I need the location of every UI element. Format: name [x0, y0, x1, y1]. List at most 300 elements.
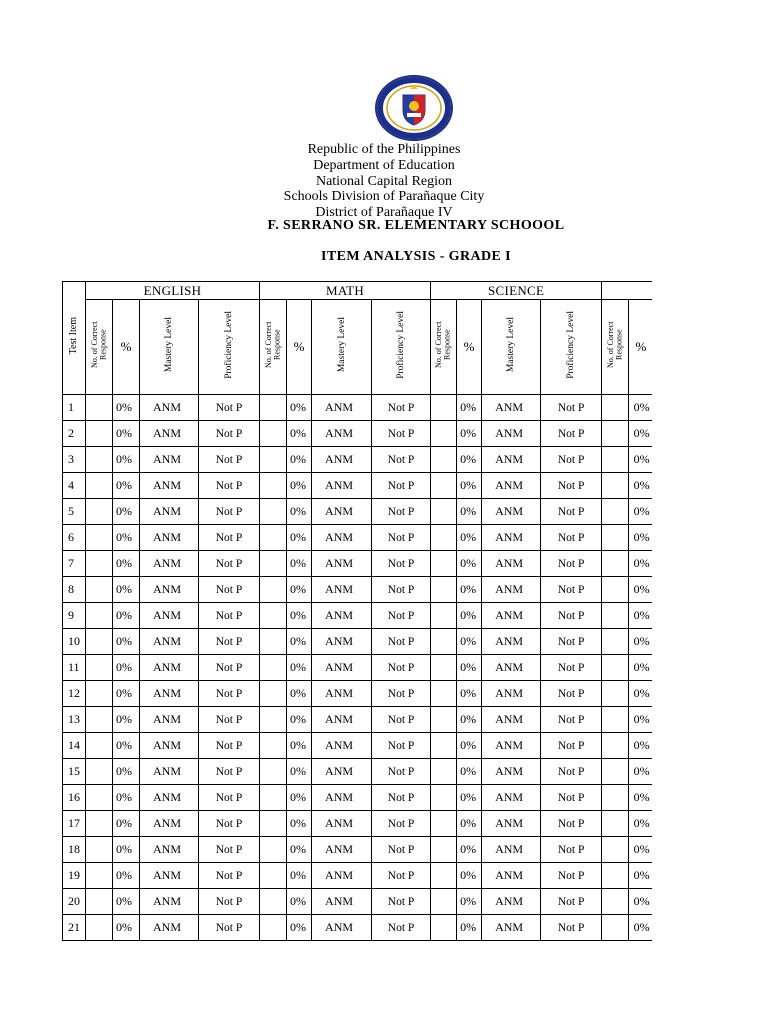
- math-correct-cell: [260, 915, 287, 941]
- extra-pct-cell: 0%: [629, 785, 652, 811]
- english-percent-header: [113, 300, 140, 395]
- test-item-number: 6: [63, 525, 86, 551]
- extra-pct-cell: 0%: [629, 395, 652, 421]
- math-mastery-header: [312, 300, 372, 395]
- science-pct-cell: 0%: [457, 655, 482, 681]
- math-correct-cell: [260, 395, 287, 421]
- math-mastery-cell: ANM: [312, 447, 372, 473]
- english-pct-cell: 0%: [113, 863, 140, 889]
- table-row: [63, 837, 653, 863]
- extra-pct-cell: 0%: [629, 681, 652, 707]
- math-correct-cell: [260, 889, 287, 915]
- science-prof-cell: Not P: [541, 629, 602, 655]
- extra-pct-cell: 0%: [629, 525, 652, 551]
- math-prof-cell: Not P: [372, 473, 431, 499]
- math-prof-cell: Not P: [372, 811, 431, 837]
- science-correct-cell: [431, 499, 457, 525]
- test-item-number: 14: [63, 733, 86, 759]
- math-prof-cell: Not P: [372, 655, 431, 681]
- science-correct-cell: [431, 629, 457, 655]
- english-prof-cell: Not P: [199, 681, 260, 707]
- math-mastery-cell: ANM: [312, 889, 372, 915]
- english-correct-cell: [86, 421, 113, 447]
- science-prof-cell: Not P: [541, 421, 602, 447]
- english-correct-cell: [86, 525, 113, 551]
- english-prof-cell: Not P: [199, 421, 260, 447]
- english-correct-cell: [86, 447, 113, 473]
- math-correct-cell: [260, 473, 287, 499]
- science-mastery-header: [482, 300, 541, 395]
- english-mastery-cell: ANM: [140, 915, 199, 941]
- science-correct-cell: [431, 447, 457, 473]
- english-pct-cell: 0%: [113, 707, 140, 733]
- extra-percent-header: [629, 300, 652, 395]
- table-row: [63, 525, 653, 551]
- science-pct-cell: 0%: [457, 421, 482, 447]
- english-pct-cell: 0%: [113, 395, 140, 421]
- math-pct-cell: 0%: [287, 499, 312, 525]
- english-correct-cell: [86, 603, 113, 629]
- science-mastery-cell: ANM: [482, 629, 541, 655]
- math-mastery-cell: ANM: [312, 811, 372, 837]
- school-name: F. SERRANO SR. ELEMENTARY SCHOOOL: [267, 218, 565, 233]
- english-pct-cell: 0%: [113, 681, 140, 707]
- english-pct-cell: 0%: [113, 837, 140, 863]
- test-item-number: 15: [63, 759, 86, 785]
- science-proficiency-header-label: Proficiency Level: [566, 311, 577, 379]
- math-correct-cell: [260, 785, 287, 811]
- subject-header-math: MATH: [260, 282, 431, 300]
- table-row: [63, 577, 653, 603]
- math-percent-header: [287, 300, 312, 395]
- english-proficiency-header: [199, 300, 260, 395]
- math-correct-cell: [260, 525, 287, 551]
- science-correct-cell: [431, 759, 457, 785]
- math-mastery-cell: ANM: [312, 395, 372, 421]
- english-pct-cell: 0%: [113, 759, 140, 785]
- english-mastery-cell: ANM: [140, 759, 199, 785]
- english-prof-cell: Not P: [199, 655, 260, 681]
- math-mastery-cell: ANM: [312, 629, 372, 655]
- extra-pct-cell: 0%: [629, 759, 652, 785]
- table-row: [63, 551, 653, 577]
- english-pct-cell: 0%: [113, 525, 140, 551]
- science-correct-cell: [431, 733, 457, 759]
- math-pct-cell: 0%: [287, 707, 312, 733]
- english-pct-cell: 0%: [113, 447, 140, 473]
- table-row: [63, 395, 653, 421]
- science-pct-cell: 0%: [457, 681, 482, 707]
- math-pct-cell: 0%: [287, 551, 312, 577]
- english-correct-cell: [86, 551, 113, 577]
- extra-pct-cell: 0%: [629, 603, 652, 629]
- english-correct-header-label: No. of Correct Response: [89, 321, 107, 369]
- science-mastery-cell: ANM: [482, 811, 541, 837]
- science-pct-cell: 0%: [457, 889, 482, 915]
- extra-pct-cell: 0%: [629, 733, 652, 759]
- math-pct-cell: 0%: [287, 525, 312, 551]
- science-mastery-cell: ANM: [482, 603, 541, 629]
- math-prof-cell: Not P: [372, 889, 431, 915]
- extra-correct-cell: [602, 421, 629, 447]
- science-correct-cell: [431, 395, 457, 421]
- english-correct-cell: [86, 655, 113, 681]
- table-row: [63, 759, 653, 785]
- science-mastery-cell: ANM: [482, 447, 541, 473]
- extra-correct-cell: [602, 551, 629, 577]
- math-pct-cell: 0%: [287, 395, 312, 421]
- science-mastery-header-label: Mastery Level: [506, 317, 517, 373]
- science-pct-cell: 0%: [457, 551, 482, 577]
- science-prof-cell: Not P: [541, 603, 602, 629]
- extra-correct-cell: [602, 525, 629, 551]
- extra-correct-cell: [602, 707, 629, 733]
- english-prof-cell: Not P: [199, 837, 260, 863]
- math-prof-cell: Not P: [372, 707, 431, 733]
- test-item-number: 18: [63, 837, 86, 863]
- math-correct-cell: [260, 681, 287, 707]
- math-prof-cell: Not P: [372, 447, 431, 473]
- table-row: [63, 655, 653, 681]
- english-pct-cell: 0%: [113, 889, 140, 915]
- table-row: [63, 707, 653, 733]
- extra-correct-cell: [602, 915, 629, 941]
- english-mastery-cell: ANM: [140, 577, 199, 603]
- math-mastery-cell: ANM: [312, 499, 372, 525]
- math-mastery-cell: ANM: [312, 473, 372, 499]
- science-mastery-cell: ANM: [482, 395, 541, 421]
- english-mastery-cell: ANM: [140, 655, 199, 681]
- science-pct-cell: 0%: [457, 447, 482, 473]
- test-item-header: [63, 282, 86, 395]
- math-mastery-cell: ANM: [312, 915, 372, 941]
- math-correct-cell: [260, 577, 287, 603]
- english-percent-header-label: %: [120, 339, 132, 354]
- science-correct-cell: [431, 863, 457, 889]
- math-correct-cell: [260, 551, 287, 577]
- english-prof-cell: Not P: [199, 915, 260, 941]
- english-mastery-header: [140, 300, 199, 395]
- test-item-header-label: Test Item: [68, 317, 79, 355]
- extra-correct-cell: [602, 655, 629, 681]
- science-correct-header-label: No. of Correct Response: [434, 321, 452, 369]
- science-mastery-cell: ANM: [482, 785, 541, 811]
- science-correct-cell: [431, 811, 457, 837]
- science-pct-cell: 0%: [457, 395, 482, 421]
- extra-pct-cell: 0%: [629, 655, 652, 681]
- english-mastery-cell: ANM: [140, 551, 199, 577]
- science-proficiency-header: [541, 300, 602, 395]
- english-mastery-cell: ANM: [140, 421, 199, 447]
- english-correct-cell: [86, 863, 113, 889]
- science-correct-cell: [431, 707, 457, 733]
- math-pct-cell: 0%: [287, 811, 312, 837]
- item-analysis-table-container: [62, 281, 652, 945]
- extra-correct-cell: [602, 681, 629, 707]
- english-correct-cell: [86, 733, 113, 759]
- science-prof-cell: Not P: [541, 525, 602, 551]
- math-pct-cell: 0%: [287, 629, 312, 655]
- math-correct-cell: [260, 707, 287, 733]
- english-pct-cell: 0%: [113, 915, 140, 941]
- math-correct-cell: [260, 733, 287, 759]
- science-prof-cell: Not P: [541, 785, 602, 811]
- test-item-number: 9: [63, 603, 86, 629]
- english-correct-cell: [86, 811, 113, 837]
- science-pct-cell: 0%: [457, 863, 482, 889]
- table-row: [63, 473, 653, 499]
- english-correct-cell: [86, 707, 113, 733]
- math-proficiency-header: [372, 300, 431, 395]
- english-prof-cell: Not P: [199, 733, 260, 759]
- science-mastery-cell: ANM: [482, 577, 541, 603]
- table-row: [63, 889, 653, 915]
- english-correct-header: [86, 300, 113, 395]
- test-item-number: 2: [63, 421, 86, 447]
- english-prof-cell: Not P: [199, 447, 260, 473]
- math-correct-cell: [260, 421, 287, 447]
- math-prof-cell: Not P: [372, 499, 431, 525]
- test-item-number: 7: [63, 551, 86, 577]
- science-correct-cell: [431, 525, 457, 551]
- extra-pct-cell: 0%: [629, 915, 652, 941]
- math-pct-cell: 0%: [287, 421, 312, 447]
- math-mastery-cell: ANM: [312, 733, 372, 759]
- test-item-number: 11: [63, 655, 86, 681]
- english-correct-cell: [86, 577, 113, 603]
- table-row: [63, 629, 653, 655]
- math-mastery-cell: ANM: [312, 759, 372, 785]
- extra-correct-header: [602, 300, 629, 395]
- english-mastery-cell: ANM: [140, 785, 199, 811]
- header-region: National Capital Region: [315, 173, 453, 189]
- science-prof-cell: Not P: [541, 447, 602, 473]
- extra-percent-header-label: %: [635, 339, 647, 354]
- math-prof-cell: Not P: [372, 577, 431, 603]
- math-proficiency-header-label: Proficiency Level: [396, 311, 407, 379]
- science-mastery-cell: ANM: [482, 837, 541, 863]
- test-item-number: 10: [63, 629, 86, 655]
- table-row: [63, 447, 653, 473]
- science-prof-cell: Not P: [541, 733, 602, 759]
- math-correct-cell: [260, 499, 287, 525]
- science-pct-cell: 0%: [457, 733, 482, 759]
- science-prof-cell: Not P: [541, 395, 602, 421]
- science-mastery-cell: ANM: [482, 421, 541, 447]
- math-prof-cell: Not P: [372, 915, 431, 941]
- science-pct-cell: 0%: [457, 525, 482, 551]
- science-prof-cell: Not P: [541, 837, 602, 863]
- english-prof-cell: Not P: [199, 811, 260, 837]
- math-correct-cell: [260, 863, 287, 889]
- english-mastery-cell: ANM: [140, 603, 199, 629]
- english-mastery-cell: ANM: [140, 499, 199, 525]
- science-correct-cell: [431, 915, 457, 941]
- science-prof-cell: Not P: [541, 551, 602, 577]
- test-item-number: 16: [63, 785, 86, 811]
- extra-correct-cell: [602, 759, 629, 785]
- test-item-number: 5: [63, 499, 86, 525]
- math-mastery-cell: ANM: [312, 603, 372, 629]
- science-pct-cell: 0%: [457, 785, 482, 811]
- english-correct-cell: [86, 681, 113, 707]
- math-prof-cell: Not P: [372, 863, 431, 889]
- extra-correct-cell: [602, 499, 629, 525]
- table-row: [63, 785, 653, 811]
- table-row: [63, 811, 653, 837]
- science-correct-cell: [431, 421, 457, 447]
- english-prof-cell: Not P: [199, 863, 260, 889]
- math-pct-cell: 0%: [287, 733, 312, 759]
- science-prof-cell: Not P: [541, 577, 602, 603]
- science-prof-cell: Not P: [541, 707, 602, 733]
- english-mastery-cell: ANM: [140, 473, 199, 499]
- english-pct-cell: 0%: [113, 655, 140, 681]
- english-mastery-cell: ANM: [140, 525, 199, 551]
- science-mastery-cell: ANM: [482, 551, 541, 577]
- extra-correct-cell: [602, 811, 629, 837]
- english-prof-cell: Not P: [199, 473, 260, 499]
- math-pct-cell: 0%: [287, 837, 312, 863]
- science-prof-cell: Not P: [541, 863, 602, 889]
- extra-pct-cell: 0%: [629, 863, 652, 889]
- science-mastery-cell: ANM: [482, 707, 541, 733]
- english-mastery-cell: ANM: [140, 837, 199, 863]
- deped-seal-logo: [374, 75, 454, 141]
- science-mastery-cell: ANM: [482, 863, 541, 889]
- science-mastery-cell: ANM: [482, 499, 541, 525]
- math-prof-cell: Not P: [372, 551, 431, 577]
- english-correct-cell: [86, 759, 113, 785]
- science-correct-cell: [431, 655, 457, 681]
- english-pct-cell: 0%: [113, 785, 140, 811]
- math-pct-cell: 0%: [287, 915, 312, 941]
- math-pct-cell: 0%: [287, 473, 312, 499]
- table-row: [63, 915, 653, 941]
- extra-correct-cell: [602, 889, 629, 915]
- science-correct-cell: [431, 577, 457, 603]
- math-mastery-header-label: Mastery Level: [336, 317, 347, 373]
- science-correct-header: [431, 300, 457, 395]
- science-pct-cell: 0%: [457, 603, 482, 629]
- math-pct-cell: 0%: [287, 447, 312, 473]
- math-pct-cell: 0%: [287, 681, 312, 707]
- extra-pct-cell: 0%: [629, 707, 652, 733]
- english-mastery-cell: ANM: [140, 629, 199, 655]
- english-pct-cell: 0%: [113, 733, 140, 759]
- english-pct-cell: 0%: [113, 577, 140, 603]
- math-prof-cell: Not P: [372, 733, 431, 759]
- extra-correct-cell: [602, 629, 629, 655]
- science-mastery-cell: ANM: [482, 525, 541, 551]
- science-correct-cell: [431, 785, 457, 811]
- math-mastery-cell: ANM: [312, 681, 372, 707]
- english-prof-cell: Not P: [199, 525, 260, 551]
- english-correct-cell: [86, 473, 113, 499]
- test-item-number: 20: [63, 889, 86, 915]
- extra-correct-cell: [602, 603, 629, 629]
- math-prof-cell: Not P: [372, 421, 431, 447]
- english-proficiency-header-label: Proficiency Level: [224, 311, 235, 379]
- math-pct-cell: 0%: [287, 577, 312, 603]
- science-pct-cell: 0%: [457, 811, 482, 837]
- science-prof-cell: Not P: [541, 499, 602, 525]
- english-pct-cell: 0%: [113, 551, 140, 577]
- math-pct-cell: 0%: [287, 785, 312, 811]
- english-prof-cell: Not P: [199, 629, 260, 655]
- header-district: District of Parañaque IV: [315, 205, 453, 221]
- science-correct-cell: [431, 603, 457, 629]
- science-prof-cell: Not P: [541, 473, 602, 499]
- math-pct-cell: 0%: [287, 655, 312, 681]
- english-correct-cell: [86, 889, 113, 915]
- extra-correct-cell: [602, 733, 629, 759]
- science-mastery-cell: ANM: [482, 733, 541, 759]
- extra-correct-cell: [602, 837, 629, 863]
- table-row: [63, 733, 653, 759]
- math-mastery-cell: ANM: [312, 707, 372, 733]
- extra-correct-cell: [602, 395, 629, 421]
- english-prof-cell: Not P: [199, 551, 260, 577]
- english-mastery-cell: ANM: [140, 733, 199, 759]
- english-correct-cell: [86, 395, 113, 421]
- subject-header-english: ENGLISH: [86, 282, 260, 300]
- math-percent-header-label: %: [293, 339, 305, 354]
- test-item-number: 1: [63, 395, 86, 421]
- math-correct-cell: [260, 629, 287, 655]
- item-analysis-table: [62, 281, 652, 941]
- extra-correct-cell: [602, 447, 629, 473]
- extra-pct-cell: 0%: [629, 421, 652, 447]
- subject-header-science: SCIENCE: [431, 282, 602, 300]
- table-row: [63, 421, 653, 447]
- science-correct-cell: [431, 473, 457, 499]
- math-mastery-cell: ANM: [312, 863, 372, 889]
- english-prof-cell: Not P: [199, 707, 260, 733]
- math-correct-header: [260, 300, 287, 395]
- extra-correct-header-label: No. of Correct Response: [605, 321, 624, 369]
- math-mastery-cell: ANM: [312, 525, 372, 551]
- analysis-title: ITEM ANALYSIS - GRADE I: [321, 249, 511, 264]
- english-prof-cell: Not P: [199, 577, 260, 603]
- header-department: Department of Education: [313, 157, 455, 173]
- english-prof-cell: Not P: [199, 603, 260, 629]
- math-correct-cell: [260, 655, 287, 681]
- science-pct-cell: 0%: [457, 759, 482, 785]
- math-prof-cell: Not P: [372, 785, 431, 811]
- science-percent-header-label: %: [463, 339, 475, 354]
- english-pct-cell: 0%: [113, 473, 140, 499]
- science-mastery-cell: ANM: [482, 473, 541, 499]
- math-correct-cell: [260, 811, 287, 837]
- math-prof-cell: Not P: [372, 681, 431, 707]
- math-mastery-cell: ANM: [312, 655, 372, 681]
- science-correct-cell: [431, 889, 457, 915]
- extra-correct-cell: [602, 577, 629, 603]
- test-item-number: 4: [63, 473, 86, 499]
- test-item-number: 3: [63, 447, 86, 473]
- subject-header-extra: [602, 282, 652, 300]
- extra-pct-cell: 0%: [629, 889, 652, 915]
- english-mastery-cell: ANM: [140, 395, 199, 421]
- extra-pct-cell: 0%: [629, 811, 652, 837]
- document-header: [0, 142, 768, 221]
- extra-pct-cell: 0%: [629, 577, 652, 603]
- science-mastery-cell: ANM: [482, 889, 541, 915]
- science-correct-cell: [431, 681, 457, 707]
- english-prof-cell: Not P: [199, 889, 260, 915]
- math-correct-cell: [260, 837, 287, 863]
